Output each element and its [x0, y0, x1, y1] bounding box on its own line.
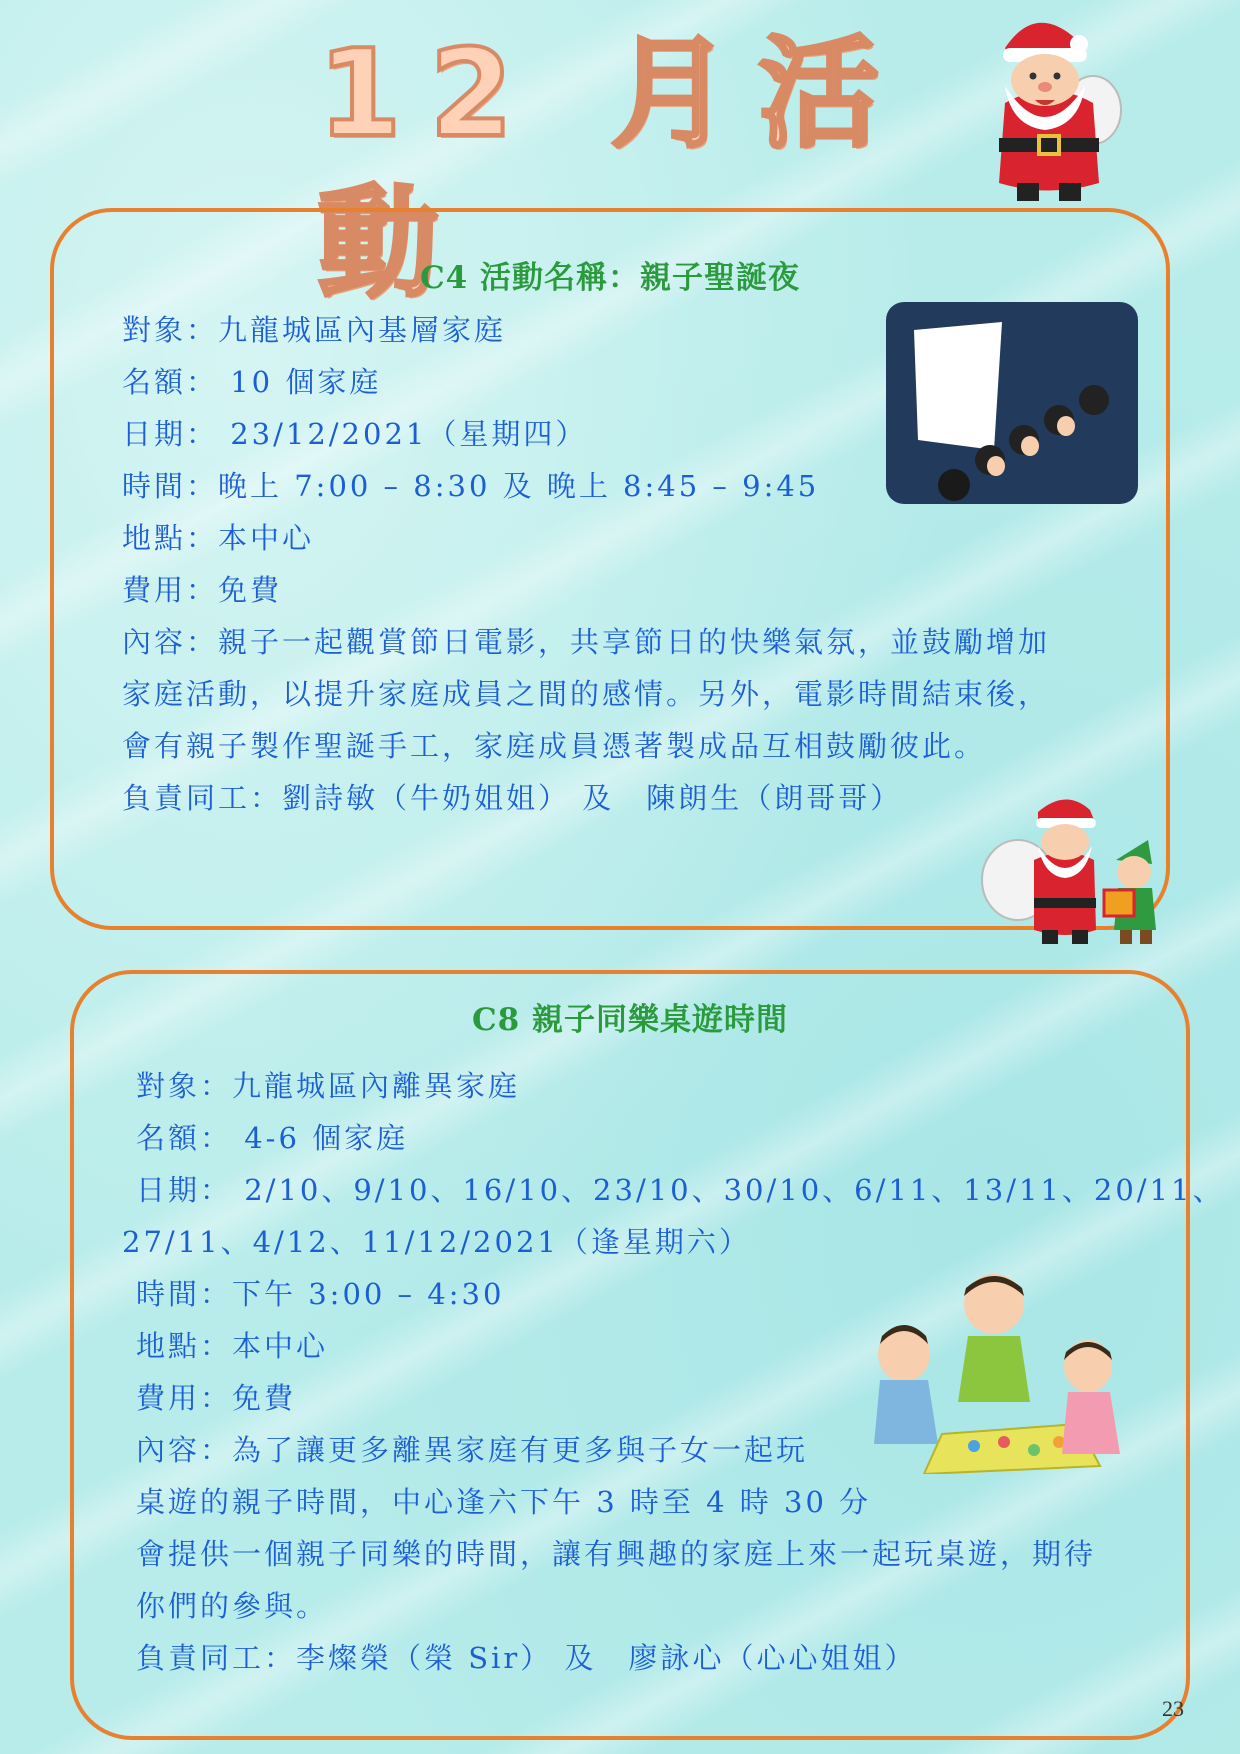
location: 地點：本中心 — [122, 521, 315, 555]
cinema-illustration — [884, 300, 1140, 506]
content-line: 內容：為了讓更多離異家庭有更多與子女一起玩 — [136, 1433, 809, 1467]
quota: 名額： 10 個家庭 — [122, 365, 382, 399]
page-number: 23 — [1162, 1696, 1184, 1721]
target-audience: 對象：九龍城區內基層家庭 — [122, 313, 507, 347]
content-line: 家庭活動，以提升家庭成員之間的感情。另外，電影時間結束後， — [122, 677, 1051, 711]
content-line: 會有親子製作聖誕手工，家庭成員憑著製成品互相鼓勵彼此。 — [122, 729, 987, 763]
page-title: 12 月活動 — [318, 25, 907, 314]
date: 日期： 23/12/2021（星期四） — [122, 417, 588, 451]
content-line: 內容：親子一起觀賞節日電影，共享節日的快樂氣氛，並鼓勵增加 — [122, 625, 1051, 659]
time: 時間：下午 3:00 – 4:30 — [136, 1277, 505, 1311]
target-audience: 對象：九龍城區內離異家庭 — [136, 1069, 521, 1103]
date-continued: 27/11、4/12、11/12/2021（逢星期六） — [122, 1225, 751, 1259]
content-line: 桌遊的親子時間，中心逢六下午 3 時至 4 時 30 分 — [136, 1485, 872, 1519]
time: 時間：晚上 7:00 – 8:30 及 晚上 8:45 – 9:45 — [122, 469, 820, 503]
staff-in-charge: 負責同工：李燦榮（榮 Sir） 及 廖詠心（心心姐姐） — [136, 1641, 917, 1675]
activity-title: C4 活動名稱：親子聖誕夜 — [419, 260, 801, 296]
activity-card-c8 — [70, 970, 1225, 1740]
content-line: 你們的參與。 — [136, 1589, 329, 1623]
location: 地點：本中心 — [136, 1329, 329, 1363]
quota: 名額： 4-6 個家庭 — [136, 1121, 409, 1155]
staff-in-charge: 負責同工：劉詩敏（牛奶姐姐） 及 陳朗生（朗哥哥） — [122, 781, 903, 815]
content-line: 會提供一個親子同樂的時間，讓有興趣的家庭上來一起玩桌遊，期待 — [136, 1537, 1097, 1571]
santa-illustration — [975, 8, 1123, 208]
activity-title: C8 親子同樂桌遊時間 — [471, 1002, 789, 1038]
fee: 費用：免費 — [136, 1381, 297, 1415]
santa-and-elf-illustration — [976, 790, 1176, 960]
board-game-family-illustration — [864, 1274, 1134, 1474]
date: 日期： 2/10、9/10、16/10、23/10、30/10、6/11、13/11、20/11、 — [136, 1173, 1225, 1207]
fee: 費用：免費 — [122, 573, 283, 607]
